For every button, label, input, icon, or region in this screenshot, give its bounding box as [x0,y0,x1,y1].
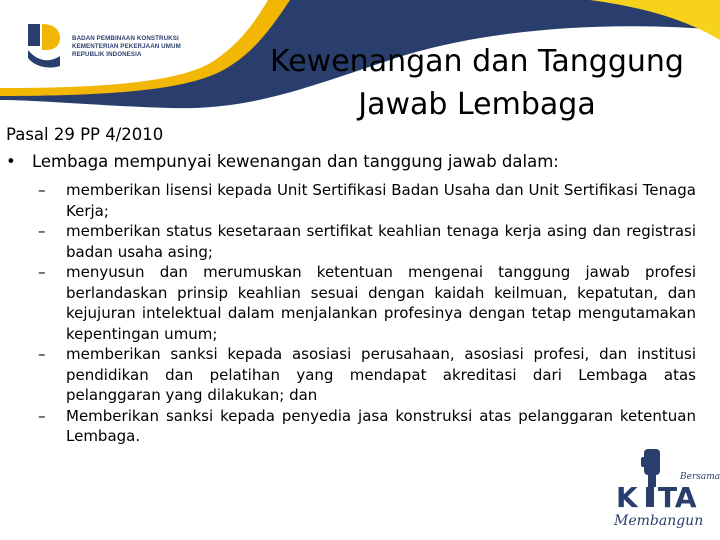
pupr-logo-icon [26,20,66,70]
list-item-text: memberikan status kesetaraan sertifikat keahlian tenaga kerja asing dan registrasi badan usaha asing; [66,222,696,261]
list-item-text: memberikan sanksi kepada asosiasi perusahaan, asosiasi profesi, dan institusi pendidikan dan pelatihan yang mendapat akreditasi dari Lembaga atas pelanggaran yang dilakukan; dan [66,345,696,404]
main-bullet-text: Lembaga mempunyai kewenangan dan tanggung jawab dalam: [32,152,559,171]
list-item [38,221,696,262]
authority-list [38,180,696,447]
svg-text:K: K [616,481,638,514]
list-item-text: Memberikan sanksi kepada penyedia jasa konstruksi atas pelanggaran ketentuan Lembaga. [66,406,696,445]
list-item [38,344,696,406]
list-item [38,262,696,344]
svg-text:TA: TA [658,481,697,514]
ministry-line-2: KEMENTERIAN PEKERJAAN UMUM [72,43,181,50]
article-reference: Pasal 29 PP 4/2010 [6,125,164,144]
svg-text:Bersama: Bersama [680,472,720,482]
dash-symbol: – [38,263,46,281]
dash-symbol: – [38,222,46,240]
main-bullet [6,152,559,171]
ministry-name [72,35,181,59]
bullet-symbol: • [6,152,16,171]
dash-symbol: – [38,345,46,363]
list-item [38,406,696,447]
list-item-text: menyusun dan merumuskan ketentuan mengenai tanggung jawab profesi berlandaskan prinsip keahlian sesuai dengan kaidah keilmuan, kepatutan, dan kejujuran intelektual dalam menjalankan profesinya dengan tetap mengutamakan kepentingan umum; [66,263,696,343]
slide-title: Kewenangan dan Tanggung Jawab Lembaga [270,44,684,122]
list-item [38,180,696,221]
dash-symbol: – [38,181,46,199]
svg-text:Membangun: Membangun [614,513,704,529]
ministry-line-1: BADAN PEMBINAAN KONSTRUKSI [72,35,179,42]
list-item-text: memberikan lisensi kepada Unit Sertifikasi Badan Usaha dan Unit Sertifikasi Tenaga Kerja; [66,181,696,220]
dash-symbol: – [38,406,46,425]
ministry-line-3: REPUBLIK INDONESIA [72,51,142,58]
kita-membangun-logo [610,445,720,529]
